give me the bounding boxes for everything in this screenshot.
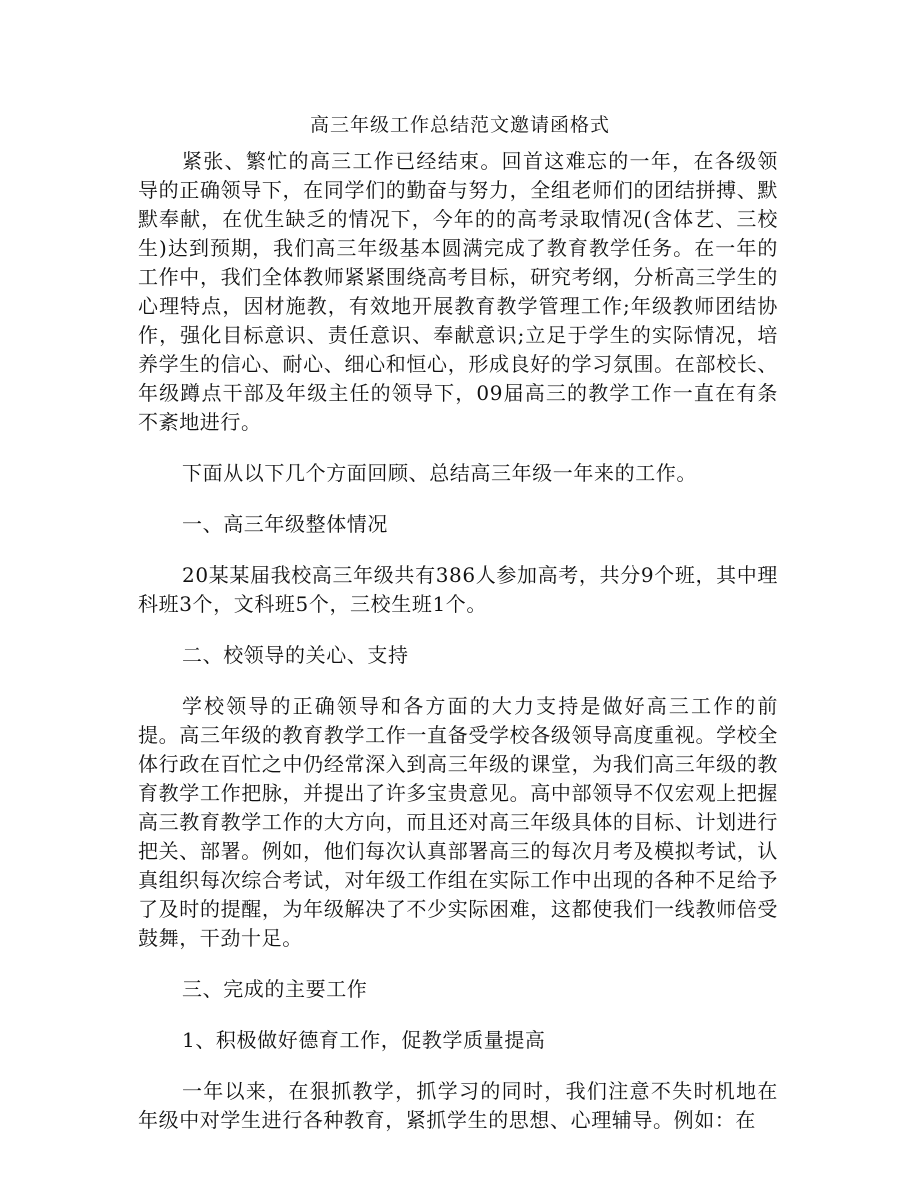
- section-heading-2: 二、校领导的关心、支持: [182, 643, 409, 667]
- paragraph-overview: 下面从以下几个方面回顾、总结高三年级一年来的工作。: [182, 461, 697, 485]
- document-title: 高三年级工作总结范文邀请函格式: [309, 114, 610, 136]
- section-heading-1: 一、高三年级整体情况: [182, 512, 388, 536]
- paragraph-intro: 紧张、繁忙的高三工作已经结束。回首这难忘的一年，在各级领导的正确领导下，在同学们的勤奋与努力，全组老师们的团结拼搏、默默奉献，在优生缺乏的情况下，今年的的高考录取情况(含体艺、三校生)达到预期，我们高三年级基本圆满完成了教育教学任务。在一年的工作中，我们全体教师紧紧围绕高考目标，研究考纲，分析高三学生的心理特点，因材施教，有效地开展教育教学管理工作;年级教师团结协作，强化目标意识、责任意识、奉献意识;立足于学生的实际情况，培养学生的信心、耐心、细心和恒心，形成良好的学习氛围。在部校长、年级蹲点干部及年级主任的领导下，09届高三的教学工作一直在有条不紊地进行。: [138, 149, 778, 434]
- document-body: [138, 147, 778, 1157]
- paragraph-moral-education: 一年以来，在狠抓教学，抓学习的同时，我们注意不失时机地在年级中对学生进行各种教育，紧抓学生的思想、心理辅导。例如：在: [138, 1079, 778, 1132]
- paragraph-leadership-support: 学校领导的正确领导和各方面的大力支持是做好高三工作的前提。高三年级的教育教学工作一直备受学校各级领导高度重视。学校全体行政在百忙之中仍经常深入到高三年级的课堂，为我们高三年级的教育教学工作把脉，并提出了许多宝贵意见。高中部领导不仅宏观上把握高三教育教学工作的大方向，而且还对高三年级具体的目标、计划进行把关、部署。例如，他们每次认真部署高三的每次月考及模拟考试，认真组织每次综合考试，对年级工作组在实际工作中出现的各种不足给予了及时的提醒，为年级解决了不少实际困难，这都使我们一线教师倍受鼓舞，干劲十足。: [138, 694, 778, 950]
- paragraph-grade-overall: 20某某届我校高三年级共有386人参加高考，共分9个班，其中理科班3个，文科班5个，三校生班1个。: [138, 563, 778, 616]
- subsection-heading-1: 1、积极做好德育工作，促教学质量提高: [182, 1028, 546, 1052]
- section-heading-3: 三、完成的主要工作: [182, 977, 368, 1001]
